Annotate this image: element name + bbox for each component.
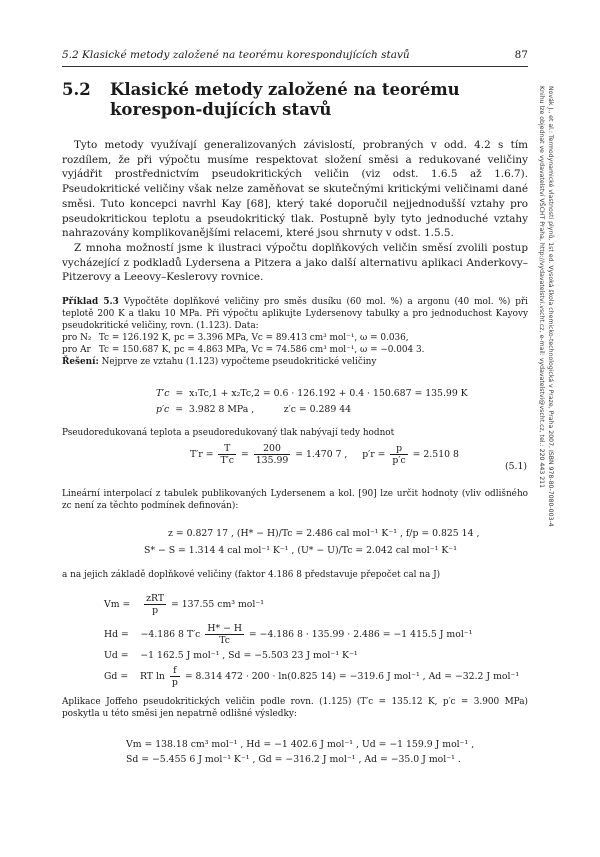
tr-fraction-values [254, 443, 291, 466]
vm-result: = 137.55 cm³ mol⁻¹ [171, 599, 264, 610]
section-title: Klasické metody založené na teorému korespon-dujících stavů [110, 80, 460, 119]
tc-lhs: T′c [156, 388, 170, 399]
data-values-n2: Tc = 126.192 K, pc = 3.396 MPa, Vc = 89.413 cm³ mol⁻¹, ω = 0.036, [98, 332, 409, 343]
gd-fraction [170, 665, 180, 688]
example-statement [62, 297, 528, 333]
hd-result: = −4.186 8 · 135.99 · 2.486 = −1 415.5 J mol⁻¹ [248, 629, 473, 640]
example-text: Vypočtěte doplňkové veličiny pro směs dusíku (60 mol. %) a argonu (40 mol. %) při teplotě 200 K a tlaku 10 MPa. Při výpočtu aplikujte Lydersenovy tabulky a pro jednoduchost Kayovy pseudokritické veličiny, rovn. (1.123). Data: [62, 297, 529, 331]
tr-numerator-value: 200 [263, 443, 281, 454]
hd-pre: −4.186 8 T′c [140, 629, 201, 640]
data-row-n2 [62, 333, 528, 345]
pr-fraction [390, 443, 407, 466]
equation-hd [104, 623, 472, 646]
data-values-ar: Tc = 150.687 K, pc = 4.863 MPa, Vc = 74.586 cm³ mol⁻¹, ω = −0.004 3. [98, 344, 425, 355]
example-block [62, 297, 528, 368]
pr-lhs: p′r = [362, 449, 386, 460]
hd-denominator: Tc [205, 634, 244, 646]
equation-ud [104, 650, 358, 661]
excess-intro: a na jejich základě doplňkové veličiny (faktor 4.186 8 představuje přepočet cal na J) [62, 570, 441, 580]
joffe-line-2: Sd = −5.455 6 J mol⁻¹ K⁻¹ , Gd = −316.2 J mol⁻¹ , Ad = −35.0 J mol⁻¹ . [126, 754, 461, 765]
body-text [62, 138, 528, 285]
tr-result: = 1.470 7 , [295, 449, 348, 460]
ud-rhs: −1 162.5 J mol⁻¹ , Sd = −5.503 23 J mol⁻¹ K⁻¹ [140, 650, 358, 661]
vm-fraction [144, 593, 166, 616]
pc-lhs: p′c [156, 404, 170, 415]
equation-reduced [190, 443, 459, 466]
tr-lhs: T′r = [190, 449, 214, 460]
gd-pre: RT ln [139, 671, 165, 682]
body-paragraph: Tyto metody využívají generalizovaných závislostí, probraných v odd. 4.2 s tím rozdílem, že při výpočtu musíme respektovat složení směsi a redukované veličiny vyjádřit prostřednictvím pseudokritických veličin (viz odst. 1.6.5 až 1.6.7). Pseudokritické veličiny však nelze zaměňovat se skutečnými kritickými veličinami dané směsi. Tuto koncepci navrhl Kay [68], který také doporučil nejjednodušší vztahy pro pseudokritickou teplotu a pseudokritický tlak. Postupně byly tyto jednoduché vztahy nahrazovány komplikovanějšími relacemi, které jsou shrnuty v odst. 1.5.5. [62, 139, 528, 240]
header-rule [62, 66, 528, 67]
ud-lhs: Ud = [104, 650, 129, 661]
tr-denominator-value: 135.99 [255, 455, 289, 466]
equation-pc: p′c = 3.982 8 MPa , z′c = 0.289 44 [156, 404, 352, 415]
margin-note [537, 86, 597, 786]
reduced-intro: Pseudoredukovaná teplota a pseudoredukovaný tlak nabývají tedy hodnot [62, 428, 395, 438]
margin-note-text [537, 86, 555, 527]
vm-lhs: Vm = [104, 599, 131, 610]
tr-mid: = [240, 449, 249, 460]
equation-number: (5.1) [505, 461, 528, 472]
gd-numerator: f [173, 665, 177, 676]
pr-result: = 2.510 8 [412, 449, 459, 460]
equation-tc: T′c = x₁Tc,1 + x₂Tc,2 = 0.6 · 126.192 + 0.4 · 150.687 = 135.99 K [156, 388, 468, 399]
tr-fraction [218, 443, 236, 466]
gd-denominator: p [171, 677, 178, 688]
tr-numerator: T [224, 443, 231, 454]
solution-lead: Řešení: [62, 356, 99, 367]
running-header [62, 49, 528, 61]
hd-numerator: H* − H [207, 623, 242, 634]
interp-intro: Lineární interpolací z tabulek publikovaných Lydersenem a kol. [90] lze určit hodnoty (vliv odlišného zc není za těchto podmínek definován): [62, 489, 528, 511]
vm-numerator: zRT [146, 593, 165, 604]
hd-fraction [205, 623, 244, 646]
gd-lhs: Gd = [104, 671, 129, 682]
data-row-ar [62, 345, 528, 357]
equation-gd [104, 665, 519, 688]
pr-numerator: p [396, 443, 403, 454]
gd-result: = 8.314 472 · 200 · ln(0.825 14) = −319.6 J mol⁻¹ , Ad = −32.2 J mol⁻¹ [184, 671, 520, 682]
margin-note-line-1: Novák J., et al.: Termodynamické vlastnosti plynů, 1st ed. Vysoká škola chemicko-technologická v Praze, Praha 2007, ISBN 978-80-7080-003-4 [547, 86, 554, 527]
solution-line [62, 357, 528, 369]
zc-value: z′c = 0.289 44 [283, 404, 352, 415]
vm-denominator: p [144, 604, 166, 616]
body-paragraph: Z mnoha možností jsme k ilustraci výpočtu doplňkových veličin směsí zvolili postup vycházející z podkladů Lydersena a Pitzera a jako další alternativu aplikaci Anderkovy–Pitzerovy a Leeovy–Keslerovy rovnice. [62, 241, 528, 284]
tc-rhs: x₁Tc,1 + x₂Tc,2 = 0.6 · 126.192 + 0.4 · 150.687 = 135.99 K [189, 388, 468, 399]
example-lead: Příklad 5.3 [62, 297, 119, 307]
section-number: 5.2 [62, 80, 91, 99]
data-label-ar: pro Ar [62, 344, 91, 355]
page-number: 87 [514, 49, 528, 61]
interp-line-1: z = 0.827 17 , (H* − H)/Tc = 2.486 cal mol⁻¹ K⁻¹ , f/p = 0.825 14 , [168, 528, 480, 539]
margin-note-line-2: Knihu lze objednat ve vydavatelství VŠCHT Praha, http://vydavatelstvi.vscht.cz, e-mail: vydavatelstvi@vscht.cz, tel.: 220 443 211 [538, 86, 545, 489]
tr-denominator: T′c [220, 455, 235, 466]
interp-line-2: S* − S = 1.314 4 cal mol⁻¹ K⁻¹ , (U* − U)/Tc = 2.042 cal mol⁻¹ K⁻¹ [144, 545, 457, 556]
equation-vm [104, 593, 264, 616]
pc-rhs: 3.982 8 MPa , [188, 404, 255, 415]
solution-text: Nejprve ze vztahu (1.123) vypočteme pseudokritické veličiny [101, 356, 377, 367]
joffe-intro: Aplikace Joffeho pseudokritických veličin podle rovn. (1.125) (T′c = 135.12 K, p′c = 3.900 MPa) poskytla u této směsi jen nepatrně odlišné výsledky: [62, 697, 528, 719]
running-title: 5.2 Klasické metody založené na teorému korespondujících stavů [62, 49, 410, 61]
joffe-line-1: Vm = 138.18 cm³ mol⁻¹ , Hd = −1 402.6 J mol⁻¹ , Ud = −1 159.9 J mol⁻¹ , [126, 739, 475, 750]
hd-lhs: Hd = [104, 629, 129, 640]
data-label-n2: pro N₂ [62, 332, 92, 343]
pr-denominator: p′c [392, 455, 406, 466]
